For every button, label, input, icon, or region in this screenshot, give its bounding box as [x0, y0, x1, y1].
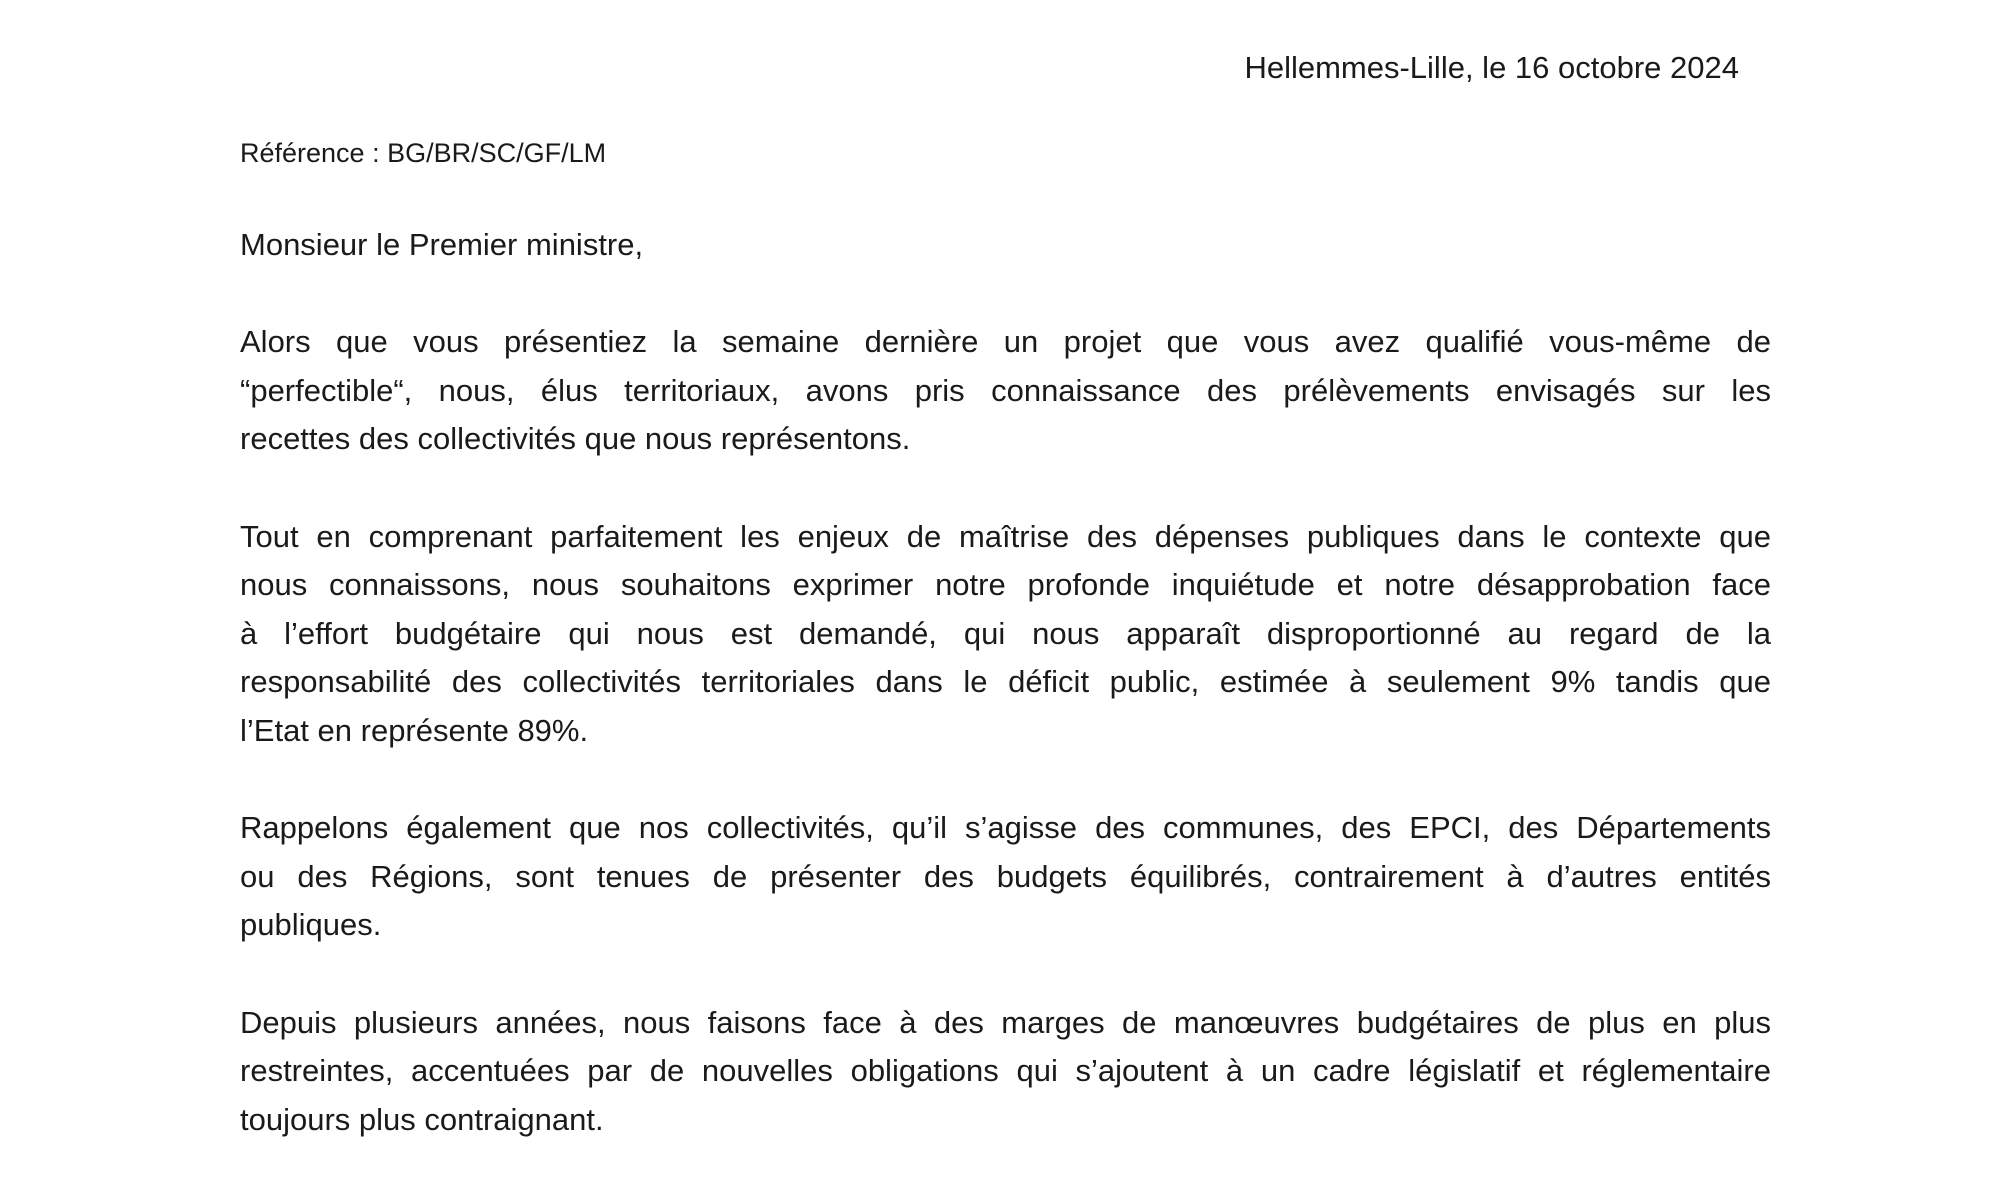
paragraph-line: recettes des collectivités que nous représentons.	[240, 421, 911, 456]
paragraph-line: Depuis plusieurs années, nous faisons face à des marges de manœuvres budgétaires de plus en plus	[240, 1004, 1771, 1040]
paragraph-3	[240, 804, 1771, 950]
paragraph-line: restreintes, accentuées par de nouvelles obligations qui s’ajoutent à un cadre législatif et réglementaire	[240, 1053, 1771, 1088]
letter-body	[240, 318, 1771, 1193]
paragraph-line: publiques.	[240, 907, 382, 942]
salutation: Monsieur le Premier ministre,	[240, 227, 644, 262]
paragraph-line: à l’effort budgétaire qui nous est demandé, qui nous apparaît disproportionné au regard de la	[240, 615, 1771, 651]
paragraph-line: responsabilité des collectivités territoriales dans le déficit public, estimée à seulement 9% tandis que	[240, 664, 1771, 699]
paragraph-line: Rappelons également que nos collectivités, qu’il s’agisse des communes, des EPCI, des Départements	[240, 810, 1771, 845]
paragraph-1	[240, 318, 1771, 464]
paragraph-line: “perfectible“, nous, élus territoriaux, avons pris connaissance des prélèvements envisagés sur les	[240, 372, 1771, 408]
paragraph-line: Tout en comprenant parfaitement les enjeux de maîtrise des dépenses publiques dans le contexte que	[240, 518, 1771, 554]
paragraph-2	[240, 513, 1771, 756]
paragraph-line: nous connaissons, nous souhaitons exprimer notre profonde inquiétude et notre désapprobation face	[240, 567, 1771, 602]
paragraph-line: l’Etat en représente 89%.	[240, 712, 589, 748]
date-line: Hellemmes-Lille, le 16 octobre 2024	[1244, 50, 1739, 85]
paragraph-line: Alors que vous présentiez la semaine dernière un projet que vous avez qualifié vous-même de	[240, 324, 1771, 359]
paragraph-line: toujours plus contraignant.	[240, 1101, 604, 1137]
paragraph-4	[240, 999, 1771, 1145]
reference-line: Référence : BG/BR/SC/GF/LM	[240, 138, 607, 168]
paragraph-line: ou des Régions, sont tenues de présenter des budgets équilibrés, contrairement à d’autres entités	[240, 858, 1771, 894]
